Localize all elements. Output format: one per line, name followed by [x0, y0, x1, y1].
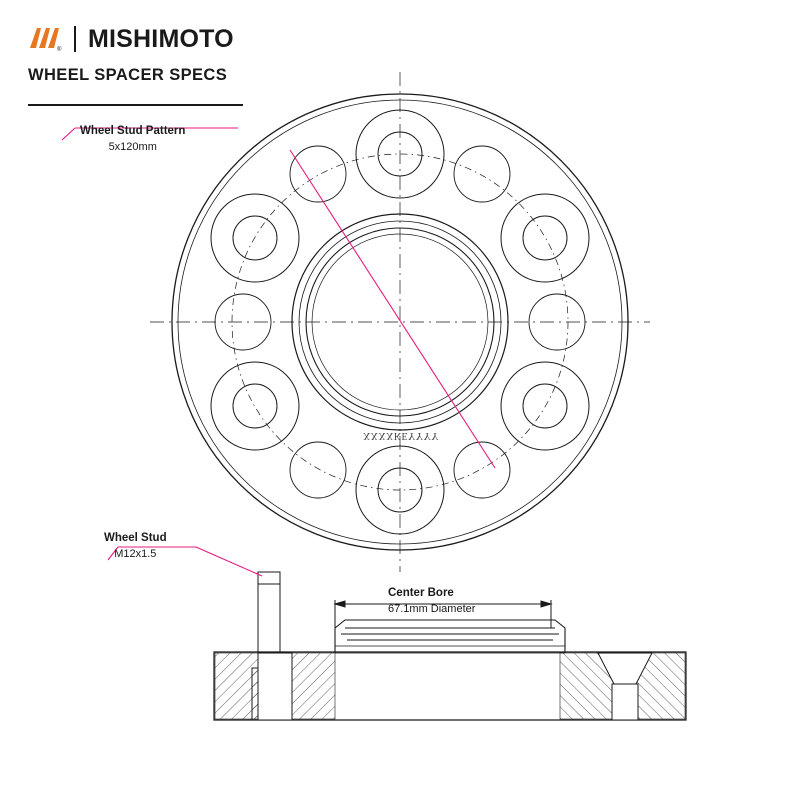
callout-wheel-stud-pattern [80, 124, 185, 156]
front-view [150, 72, 650, 572]
stud-pattern-leader [62, 128, 495, 468]
brand-name: MISHIMOTO [88, 24, 234, 53]
callout-wheel-stud [104, 531, 167, 563]
etch-marking: XXXXKEYYYY [362, 430, 440, 441]
svg-text:®: ® [57, 47, 62, 53]
callout-title: Wheel Stud [104, 532, 167, 544]
callout-title: Wheel Stud Pattern [80, 125, 186, 137]
spec-sheet: ® MISHIMOTO WHEEL SPACER SPECS XXXXKEYYYY Wheel Stud Pattern 5x120mm Wheel Stud M12x1.5 Center Bore 67.1mm Diameter [0, 0, 800, 800]
callout-value: 5x120mm [108, 141, 157, 154]
callout-value: M12x1.5 [114, 548, 157, 561]
page-title: WHEEL SPACER SPECS [28, 66, 228, 84]
